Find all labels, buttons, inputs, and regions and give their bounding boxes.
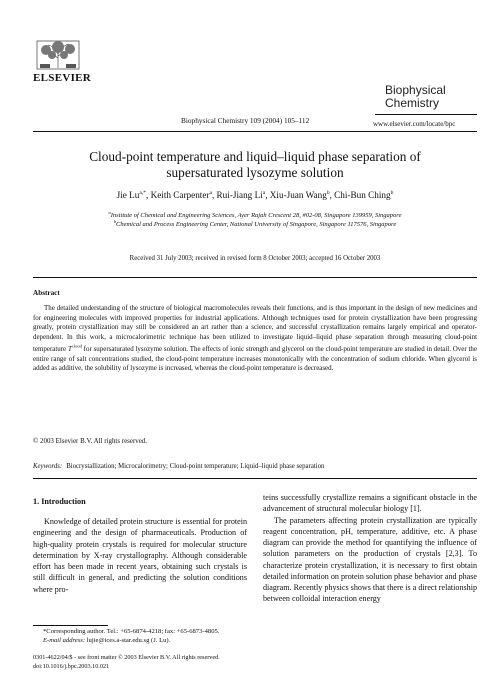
elsevier-tree-icon xyxy=(36,40,80,70)
issn-line: 0301-4622/04/$ - see front matter © 2003 Elsevier B.V. All rights reserved. xyxy=(33,654,220,661)
author-affiliation-mark: a xyxy=(209,190,212,196)
section-heading: 1. Introduction xyxy=(33,497,86,506)
journal-brand xyxy=(385,84,477,110)
received-dates: Received 31 July 2003; received in revised form 8 October 2003; accepted 16 October 2003 xyxy=(129,255,381,262)
email-address[interactable]: lujie@ices.a-star.edu.sg (J. Lu). xyxy=(86,636,171,644)
corresponding-author-note: *Corresponding author. Tel.: +65-6874-4218; fax: +65-6873-4805. xyxy=(43,628,220,635)
journal-url[interactable]: www.elsevier.com/locate/bpc xyxy=(373,120,456,128)
author-affiliation-mark: a xyxy=(262,190,266,196)
affiliation-text: Chemical and Process Engineering Center, National University of Singapore, Singapore 117576, Singapore xyxy=(116,221,397,229)
journal-brand-line2: Chemistry xyxy=(385,96,440,110)
journal-brand-line1: Biophysical xyxy=(385,83,446,97)
abstract-divider xyxy=(33,478,477,479)
abstract-body xyxy=(33,304,477,374)
affiliation xyxy=(33,219,477,228)
footnote-divider xyxy=(33,625,108,626)
affiliation-text: Institute of Chemical and Engineering Sciences, Ayer Rajah Crescent 28, #02-08, Singapore 139959, Singapore xyxy=(110,212,402,220)
abstract-copyright: © 2003 Elsevier B.V. All rights reserved. xyxy=(33,437,148,445)
affiliation xyxy=(33,210,477,219)
keywords-text: Biocrystallization; Microcalorimetry; Cloud-point temperature; Liquid–liquid phase separation xyxy=(66,463,325,470)
author-list: Jie $Lu^{a,*}$, Keith Carpenter$^a$, Rui-Jiang Li$^a$, Xiu-Juan Wang$^b$, Chi-Bun Ching$^b$ xyxy=(116,190,394,201)
body-paragraph: Knowledge of detailed protein structure is essential for protein engineering and the design of pharmaceuticals. Production of high-quality protein crystals is required for molecular structure determination by X-ray crystallography. Although considerable effort has been made in recent years, obtaining such crystals is still difficult in general, and predicting the solution conditions where pro- xyxy=(33,517,247,594)
keywords xyxy=(33,463,324,470)
affiliation-mark: b xyxy=(113,219,117,224)
title-line-2: supersaturated lysozyme solution xyxy=(166,165,344,180)
title-line-1: Cloud-point temperature and liquid–liquid phase separation of xyxy=(89,149,421,164)
footnote xyxy=(33,628,247,645)
abstract-heading: Abstract xyxy=(33,289,60,297)
author-affiliation-mark: a,* xyxy=(139,190,146,196)
author-name: Keith Carpenter xyxy=(150,190,210,201)
elsevier-logo xyxy=(36,40,80,70)
brand-divider xyxy=(375,114,477,115)
abstract-text: The detailed understanding of the structure of biological macromolecules reveals their functions, and is thus important in the design of new medicines and for engineering molecules with improved properties for industrial applications. Although techniques used for protein crystallization have been progressing greatly, protein crystallization may still be considered an art rather than a science, and successful crystallization remains largely empirical and operator-dependent. In this work, a microcalorimetric technique has been utilized to investigate liquid–liquid phase separation through measuring cloud-point temperature $T^{cloud}$ for supersaturated lysozyme solution. The effects of ionic strength and glycerol on the cloud-point temperature are studied in detail. Over the entire range of salt concentrations studied, the cloud-point temperature increases monotonically with the concentration of sodium chloride. When glycerol is added as additive, the solubility of lysozyme is increased, whereas the cloud-point temperature is decreased. xyxy=(33,304,477,373)
author-affiliation-mark: b xyxy=(390,190,394,196)
publisher-name: ELSEVIER xyxy=(33,72,92,84)
body-paragraph: teins successfully crystallize remains a significant obstacle in the advancement of structural molecular biology [1]. xyxy=(263,493,477,514)
author-affiliation-mark: b xyxy=(326,190,330,196)
article-title xyxy=(33,149,477,181)
body-column-left xyxy=(33,516,247,623)
keywords-label: Keywords: xyxy=(33,463,63,470)
journal-reference: Biophysical Chemistry 109 (2004) 105–112 xyxy=(181,116,310,125)
body-paragraph: The parameters affecting protein crystallization are typically reagent concentration, pH, temperature, additive, etc. A phase diagram can provide the method for quantifying the influence of solution parameters on the production of crystals [2,3]. To characterize protein crystallization, it is necessary to first obtain detailed information on protein solution phase behavior and phase diagram. Recently physics shows that there is a direct relationship between colloidal interaction energy xyxy=(263,515,477,604)
author-name: Rui-Jiang Li xyxy=(216,190,263,201)
author-name: Xiu-Juan Wang xyxy=(269,190,327,201)
front-matter xyxy=(33,654,220,672)
doi-line[interactable]: doi:10.1016/j.bpc.2003.10.021 xyxy=(33,662,110,670)
affiliation-mark: a xyxy=(108,210,111,215)
header-divider xyxy=(33,131,477,132)
title-divider xyxy=(33,277,477,278)
author-name: Jie Lu xyxy=(116,190,140,201)
body-column-right xyxy=(263,492,477,650)
email-label: E-mail address: xyxy=(43,636,86,644)
author-name: Chi-Bun Ching xyxy=(334,190,391,201)
